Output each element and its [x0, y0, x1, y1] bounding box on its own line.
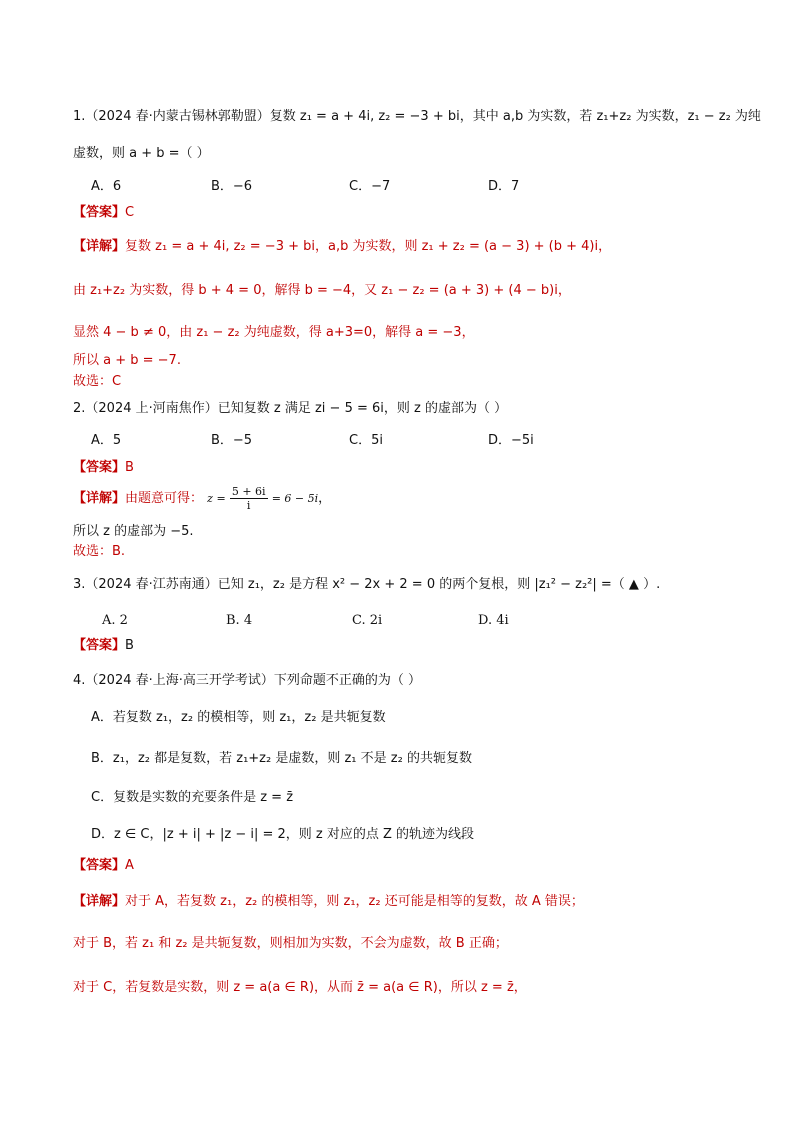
q2-detail-line1 [73, 484, 331, 514]
q1-detail-line3: 显然 4 − b ≠ 0，由 z₁ − z₂ 为纯虚数，得 a+3=0，解得 a = −3， [73, 325, 475, 340]
q3-answer-value: B [125, 638, 134, 653]
q2-option-c: C．5i [349, 433, 383, 448]
q1-option-d: D．7 [488, 179, 520, 194]
q4-answer-value: A [125, 858, 134, 873]
q1-detail-line4: 所以 a + b = −7. [73, 353, 181, 368]
q4-detail-text1: 对于 A，若复数 z₁，z₂ 的模相等，则 z₁，z₂ 还可能是相等的复数，故 A 错误； [125, 894, 584, 909]
q1-detail-line2: 由 z₁+z₂ 为实数，得 b + 4 = 0，解得 b = −4，又 z₁ − z₂ = (a + 3) + (4 − b)i， [73, 283, 571, 298]
q1-answer [73, 204, 134, 222]
q2-frac-denominator: i [246, 499, 251, 512]
q4-detail-line1 [73, 893, 584, 911]
q3-answer-label: 【答案】 [73, 638, 126, 653]
q4-option-b: B．z₁，z₂ 都是复数，若 z₁+z₂ 是虚数，则 z₁ 不是 z₂ 的共轭复数 [91, 751, 472, 766]
q1-stem-line1: 1.（2024 春·内蒙古锡林郭勒盟）复数 z₁ = a + 4i, z₂ = −3 + bi，其中 a,b 为实数，若 z₁+z₂ 为实数，z₁ − z₂ 为纯 [73, 109, 761, 124]
q1-option-b: B．−6 [211, 179, 253, 194]
q2-detail-line2: 所以 z 的虚部为 −5. [73, 524, 194, 539]
q4-option-d: D．z ∈ C，|z + i| + |z − i| = 2，则 z 对应的点 Z 的轨迹为线段 [91, 827, 475, 842]
q2-frac-lhs: z = [207, 492, 226, 505]
q1-answer-label: 【答案】 [73, 205, 126, 220]
q2-answer-label: 【答案】 [73, 460, 126, 475]
q1-detail-line1 [73, 238, 611, 256]
q4-option-c: C．复数是实数的充要条件是 z = z̄ [91, 790, 294, 805]
q4-detail-label: 【详解】 [73, 894, 126, 909]
q4-detail-line3: 对于 C，若复数是实数，则 z = a(a ∈ R)，从而 z̄ = a(a ∈ R)，所以 z = z̄， [73, 980, 527, 995]
q1-option-a: A．6 [91, 179, 122, 194]
q2-option-d: D．−5i [488, 433, 534, 448]
q2-choose: 故选：B. [73, 544, 126, 559]
q2-answer [73, 459, 134, 477]
q3-option-a: A. 2 [102, 613, 128, 628]
q2-answer-value: B [125, 460, 134, 475]
q1-detail-label: 【详解】 [73, 239, 126, 254]
q2-option-a: A．5 [91, 433, 122, 448]
q4-detail-line2: 对于 B，若 z₁ 和 z₂ 是共轭复数，则相加为实数，不会为虚数，故 B 正确； [73, 936, 508, 951]
q2-option-b: B．−5 [211, 433, 253, 448]
q4-option-a: A．若复数 z₁，z₂ 的模相等，则 z₁，z₂ 是共轭复数 [91, 710, 386, 725]
q2-frac-rhs: = 6 − 5i [271, 492, 319, 505]
q3-option-b: B. 4 [226, 613, 253, 628]
q1-detail-text1: 复数 z₁ = a + 4i, z₂ = −3 + bi，a,b 为实数，则 z₁ + z₂ = (a − 3) + (b + 4)i， [125, 239, 612, 254]
q4-answer-label: 【答案】 [73, 858, 126, 873]
q1-stem-line2: 虚数，则 a + b =（ ） [73, 146, 210, 161]
q3-answer [73, 637, 134, 655]
q2-stem: 2.（2024 上·河南焦作）已知复数 z 满足 zi − 5 = 6i，则 z 的虚部为（ ） [73, 401, 508, 416]
q2-fraction [230, 485, 268, 512]
q4-answer [73, 857, 134, 875]
q3-option-d: D. 4i [478, 613, 509, 628]
q1-option-c: C．−7 [349, 179, 391, 194]
q2-frac-numerator: 5 + 6i [231, 485, 266, 498]
q1-answer-value: C [125, 205, 135, 220]
q2-detail-suffix: ， [318, 491, 332, 506]
q1-choose: 故选：C [73, 374, 122, 389]
q3-option-c: C. 2i [352, 613, 383, 628]
q2-detail-label: 【详解】 [73, 491, 126, 506]
q4-stem: 4.（2024 春·上海·高三开学考试）下列命题不正确的为（ ） [73, 673, 422, 688]
q2-detail-prefix: 由题意可得： [125, 491, 204, 506]
q3-stem: 3.（2024 春·江苏南通）已知 z₁，z₂ 是方程 x² − 2x + 2 = 0 的两个复根，则 |z₁² − z₂²| =（ ▲ ）. [73, 577, 661, 592]
